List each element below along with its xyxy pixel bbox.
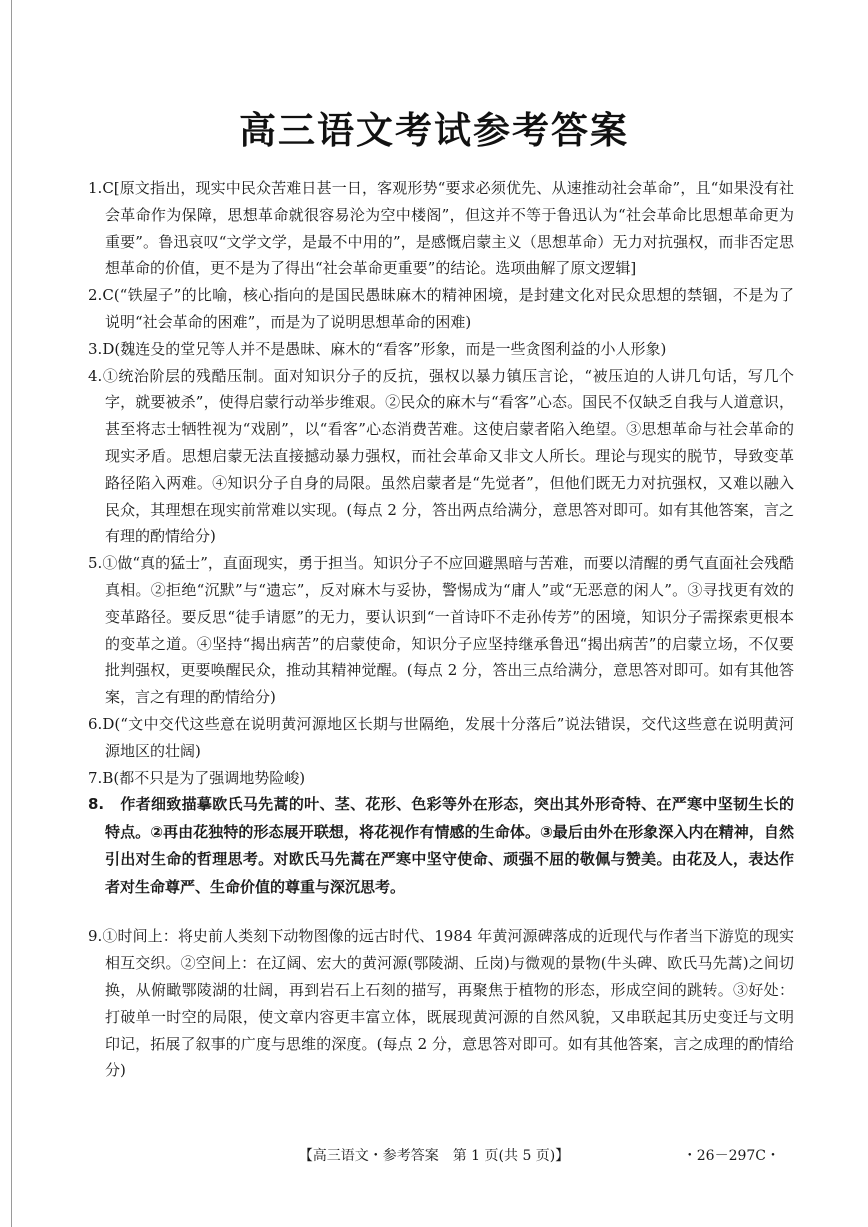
answer-text: C[原文指出，现实中民众苦难日甚一日，客观形势“要求必须优先、从速推动社会革命”，且“如果没有社会革命作为保障，思想革命就很容易沦为空中楼阁”，但这并不等于鲁迅认为“社会革命比思想革命更为重要”。鲁迅哀叹“文学文学，是最不中用的”，是感慨启蒙主义（思想革命）无力对抗强权，而非否定思想革命的价值，更不是为了得出“社会革命更重要”的结论。选项曲解了原文逻辑] <box>102 179 794 278</box>
answer-item-6 <box>88 711 794 765</box>
page-left-border <box>11 0 12 1227</box>
answer-text: C(“铁屋子”的比喻，核心指向的是国民愚昧麻木的精神困境，是封建文化对民众思想的禁锢，不是为了说明“社会革命的困难”，而是为了说明思想革命的困难) <box>102 286 794 331</box>
answer-item-4 <box>88 363 794 551</box>
answer-item-2 <box>88 282 794 336</box>
answer-text: ①统治阶层的残酷压制。面对知识分子的反抗，强权以暴力镇压言论，“被压迫的人讲几句话，写几个字，就要被杀”，使得启蒙行动举步维艰。②民众的麻木与“看客”心态。国民不仅缺乏自我与人道意识，甚至将志士牺牲视为“戏剧”，以“看客”心态消费苦难。这使启蒙者陷入绝望。③思想革命与社会革命的现实矛盾。思想启蒙无法直接撼动暴力强权，而社会革命又非文人所长。理论与现实的脱节，导致变革路径陷入两难。④知识分子自身的局限。虽然启蒙者是“先觉者”，但他们既无力对抗强权，又难以融入民众，其理想在现实前常难以实现。(每点 2 分，答出两点给满分，意思答对即可。如有其他答案，言之有理的酌情给分) <box>102 366 794 546</box>
answer-item-1 <box>88 175 794 282</box>
answer-number: 1. <box>88 179 103 197</box>
page-title: 高三语文考试参考答案 <box>239 109 629 152</box>
answer-number: 3. <box>88 339 103 358</box>
answer-item-7 <box>88 765 794 792</box>
answer-text: ①做“真的猛士”，直面现实，勇于担当。知识分子不应回避黑暗与苦难，而要以清醒的勇气直面社会残酷真相。②拒绝“沉默”与“遗忘”，反对麻木与妥协，警惕成为“庸人”或“无恶意的闲人”。③寻找更有效的变革路径。要反思“徒手请愿”的无力，要认识到“一首诗吓不走孙传芳”的困境，知识分子需探索更根本的变革之道。④坚持“揭出病苦”的启蒙使命，知识分子应坚持继承鲁迅“揭出病苦”的启蒙立场，不仅要批判强权，更要唤醒民众，推动其精神觉醒。(每点 2 分，答出三点给满分，意思答对即可。如有其他答案，言之有理的酌情给分) <box>102 554 794 707</box>
answer-number: 7. <box>88 768 103 787</box>
answer-text: B(都不只是为了强调地势险峻) <box>102 768 306 787</box>
answer-item-9 <box>88 923 794 1084</box>
answer-number: 8. <box>88 795 105 814</box>
answer-item-8 <box>88 791 794 901</box>
answer-number: 2. <box>88 286 103 305</box>
footer-paper-code: ・26－297C・ <box>682 1148 780 1164</box>
answer-item-5 <box>88 550 794 711</box>
answer-list <box>88 175 794 1084</box>
answer-text: 作者细致描摹欧氏马先蒿的叶、茎、花形、色彩等外在形态，突出其外形奇特、在严寒中坚韧生长的特点。②再由花独特的形态展开联想，将花视作有情感的生命体。③最后由外在形象深入内在精神，自然引出对生命的哲理思考。对欧氏马先蒿在严寒中坚守使命、顽强不屈的敬佩与赞美。由花及人，表达作者对生命尊严、生命价值的尊重与深沉思考。 <box>105 795 794 896</box>
answer-number: 9. <box>88 927 103 946</box>
answer-number: 5. <box>88 554 103 573</box>
answer-text: ①时间上：将史前人类刻下动物图像的远古时代、1984 年黄河源碑落成的近现代与作者当下游览的现实相互交织。②空间上：在辽阔、宏大的黄河源(鄂陵湖、丘岗)与微观的景物(牛头碑、欧氏马先蒿)之间切换，从俯瞰鄂陵湖的壮阔，再到岩石上石刻的描写，再聚焦于植物的形态，形成空间的跳转。③好处：打破单一时空的局限，使文章内容更丰富立体，既展现黄河源的自然风貌，又串联起其历史变迁与文明印记，拓展了叙事的广度与思维的深度。(每点 2 分，意思答对即可。如有其他答案，言之成理的酌情给分) <box>102 927 794 1080</box>
answer-text: D(“文中交代这些意在说明黄河源地区长期与世隔绝，发展十分落后”说法错误，交代这些意在说明黄河源地区的壮阔) <box>102 714 794 760</box>
answer-number: 4. <box>88 366 103 385</box>
footer-page-info: 【高三语文・参考答案 第 1 页(共 5 页)】 <box>298 1148 570 1164</box>
spacer <box>88 901 794 923</box>
answer-item-3 <box>88 336 794 363</box>
answer-number: 6. <box>88 714 103 733</box>
answer-text: D(魏连殳的堂兄等人并不是愚昧、麻木的“看客”形象，而是一些贪图利益的小人形象) <box>102 339 667 358</box>
